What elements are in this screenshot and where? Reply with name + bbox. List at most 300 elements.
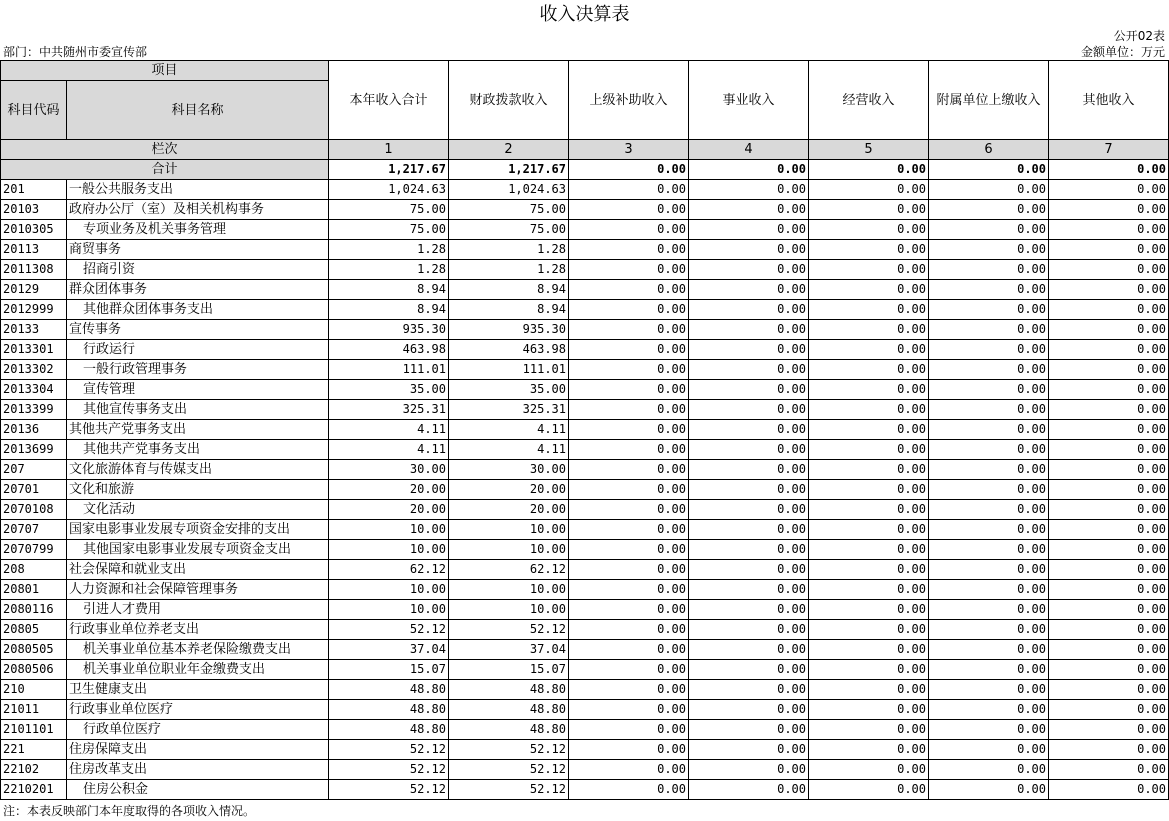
amount-col-2: 48.80 [449, 680, 569, 700]
amount-col-2: 10.00 [449, 520, 569, 540]
amount-col-1: 52.12 [329, 740, 449, 760]
amount-col-1: 75.00 [329, 220, 449, 240]
page-title: 收入决算表 [539, 4, 630, 25]
subject-name: 一般行政管理事务 [67, 360, 329, 380]
subject-name: 宣传事务 [67, 320, 329, 340]
amount-col-3: 0.00 [569, 300, 689, 320]
amount-col-5: 0.00 [809, 620, 929, 640]
amount-col-5: 0.00 [809, 780, 929, 800]
amount-col-2: 75.00 [449, 220, 569, 240]
table-row [1, 640, 1169, 660]
subject-name: 卫生健康支出 [67, 680, 329, 700]
amount-col-5: 0.00 [809, 220, 929, 240]
header-item: 项目 [1, 61, 329, 81]
amount-col-3: 0.00 [569, 380, 689, 400]
amount-col-1: 20.00 [329, 480, 449, 500]
amount-col-3: 0.00 [569, 500, 689, 520]
header-col-4: 事业收入 [689, 61, 809, 140]
subject-code: 2080505 [1, 640, 67, 660]
amount-col-2: 1.28 [449, 240, 569, 260]
amount-col-1: 20.00 [329, 500, 449, 520]
amount-col-5: 0.00 [809, 320, 929, 340]
amount-col-3: 0.00 [569, 400, 689, 420]
amount-col-3: 0.00 [569, 420, 689, 440]
income-table [0, 60, 1169, 800]
table-row [1, 300, 1169, 320]
amount-col-4: 0.00 [689, 280, 809, 300]
amount-col-2: 463.98 [449, 340, 569, 360]
table-row [1, 200, 1169, 220]
amount-col-1: 4.11 [329, 440, 449, 460]
amount-col-3: 0.00 [569, 260, 689, 280]
subject-name: 其他共产党事务支出 [67, 420, 329, 440]
subject-name: 引进人才费用 [67, 600, 329, 620]
total-value-2: 1,217.67 [449, 160, 569, 180]
table-row [1, 400, 1169, 420]
amount-col-6: 0.00 [929, 500, 1049, 520]
subject-code: 207 [1, 460, 67, 480]
header-line-label: 栏次 [1, 140, 329, 160]
amount-col-5: 0.00 [809, 760, 929, 780]
subject-code: 20801 [1, 580, 67, 600]
amount-col-6: 0.00 [929, 400, 1049, 420]
amount-col-6: 0.00 [929, 380, 1049, 400]
total-value-6: 0.00 [929, 160, 1049, 180]
subject-name: 商贸事务 [67, 240, 329, 260]
table-row [1, 660, 1169, 680]
subject-code: 2070799 [1, 540, 67, 560]
amount-col-5: 0.00 [809, 360, 929, 380]
amount-col-6: 0.00 [929, 220, 1049, 240]
amount-col-3: 0.00 [569, 640, 689, 660]
header-col-7: 其他收入 [1049, 61, 1169, 140]
amount-col-2: 10.00 [449, 580, 569, 600]
table-row [1, 540, 1169, 560]
amount-col-1: 10.00 [329, 540, 449, 560]
subject-code: 2013302 [1, 360, 67, 380]
amount-col-7: 0.00 [1049, 200, 1169, 220]
amount-col-4: 0.00 [689, 640, 809, 660]
table-row [1, 740, 1169, 760]
amount-col-2: 48.80 [449, 720, 569, 740]
subject-name: 专项业务及机关事务管理 [67, 220, 329, 240]
amount-col-7: 0.00 [1049, 300, 1169, 320]
amount-col-6: 0.00 [929, 680, 1049, 700]
amount-col-1: 935.30 [329, 320, 449, 340]
amount-col-3: 0.00 [569, 520, 689, 540]
amount-col-3: 0.00 [569, 280, 689, 300]
subject-code: 20701 [1, 480, 67, 500]
amount-col-4: 0.00 [689, 260, 809, 280]
subject-code: 20103 [1, 200, 67, 220]
amount-col-5: 0.00 [809, 440, 929, 460]
subject-code: 208 [1, 560, 67, 580]
amount-col-7: 0.00 [1049, 640, 1169, 660]
table-row [1, 240, 1169, 260]
amount-col-5: 0.00 [809, 200, 929, 220]
subject-name: 机关事业单位职业年金缴费支出 [67, 660, 329, 680]
table-row [1, 520, 1169, 540]
amount-col-6: 0.00 [929, 780, 1049, 800]
amount-col-3: 0.00 [569, 560, 689, 580]
amount-col-4: 0.00 [689, 760, 809, 780]
amount-col-5: 0.00 [809, 660, 929, 680]
table-row [1, 500, 1169, 520]
amount-col-6: 0.00 [929, 620, 1049, 640]
amount-col-4: 0.00 [689, 220, 809, 240]
subject-name: 行政单位医疗 [67, 720, 329, 740]
meta-row-form [0, 28, 1169, 44]
amount-col-7: 0.00 [1049, 720, 1169, 740]
amount-col-1: 35.00 [329, 380, 449, 400]
subject-code: 2013301 [1, 340, 67, 360]
amount-col-1: 1,024.63 [329, 180, 449, 200]
amount-col-6: 0.00 [929, 300, 1049, 320]
amount-col-1: 52.12 [329, 760, 449, 780]
table-row [1, 320, 1169, 340]
table-row [1, 760, 1169, 780]
amount-col-7: 0.00 [1049, 500, 1169, 520]
amount-col-6: 0.00 [929, 660, 1049, 680]
header-code: 科目代码 [1, 81, 67, 140]
amount-col-1: 1.28 [329, 260, 449, 280]
table-row [1, 420, 1169, 440]
amount-col-3: 0.00 [569, 240, 689, 260]
subject-code: 20707 [1, 520, 67, 540]
amount-col-4: 0.00 [689, 440, 809, 460]
amount-col-2: 52.12 [449, 740, 569, 760]
amount-col-2: 52.12 [449, 620, 569, 640]
amount-col-7: 0.00 [1049, 460, 1169, 480]
amount-col-1: 15.07 [329, 660, 449, 680]
amount-col-1: 52.12 [329, 620, 449, 640]
amount-col-4: 0.00 [689, 520, 809, 540]
amount-col-7: 0.00 [1049, 580, 1169, 600]
amount-col-5: 0.00 [809, 600, 929, 620]
amount-col-7: 0.00 [1049, 320, 1169, 340]
amount-col-5: 0.00 [809, 240, 929, 260]
line-num-6: 6 [929, 140, 1049, 160]
amount-col-6: 0.00 [929, 260, 1049, 280]
amount-col-6: 0.00 [929, 280, 1049, 300]
subject-name: 文化和旅游 [67, 480, 329, 500]
subject-code: 201 [1, 180, 67, 200]
amount-col-7: 0.00 [1049, 540, 1169, 560]
table-row [1, 780, 1169, 800]
table-row [1, 340, 1169, 360]
total-value-1: 1,217.67 [329, 160, 449, 180]
amount-col-2: 325.31 [449, 400, 569, 420]
amount-col-3: 0.00 [569, 460, 689, 480]
amount-col-6: 0.00 [929, 340, 1049, 360]
amount-col-3: 0.00 [569, 580, 689, 600]
subject-code: 2210201 [1, 780, 67, 800]
amount-col-7: 0.00 [1049, 400, 1169, 420]
line-num-3: 3 [569, 140, 689, 160]
amount-col-7: 0.00 [1049, 760, 1169, 780]
amount-col-6: 0.00 [929, 240, 1049, 260]
amount-col-4: 0.00 [689, 320, 809, 340]
subject-code: 20805 [1, 620, 67, 640]
amount-col-5: 0.00 [809, 480, 929, 500]
amount-col-6: 0.00 [929, 360, 1049, 380]
subject-code: 20136 [1, 420, 67, 440]
line-num-7: 7 [1049, 140, 1169, 160]
amount-col-7: 0.00 [1049, 700, 1169, 720]
subject-name: 住房改革支出 [67, 760, 329, 780]
amount-col-1: 10.00 [329, 600, 449, 620]
amount-col-5: 0.00 [809, 280, 929, 300]
table-row [1, 580, 1169, 600]
header-col-5: 经营收入 [809, 61, 929, 140]
amount-col-1: 463.98 [329, 340, 449, 360]
amount-col-7: 0.00 [1049, 600, 1169, 620]
amount-col-1: 48.80 [329, 680, 449, 700]
subject-name: 住房公积金 [67, 780, 329, 800]
amount-col-7: 0.00 [1049, 240, 1169, 260]
amount-col-3: 0.00 [569, 440, 689, 460]
amount-col-3: 0.00 [569, 720, 689, 740]
subject-name: 一般公共服务支出 [67, 180, 329, 200]
subject-code: 2013399 [1, 400, 67, 420]
header-col-6: 附属单位上缴收入 [929, 61, 1049, 140]
subject-name: 社会保障和就业支出 [67, 560, 329, 580]
subject-code: 2010305 [1, 220, 67, 240]
subject-code: 22102 [1, 760, 67, 780]
amount-col-1: 30.00 [329, 460, 449, 480]
amount-col-4: 0.00 [689, 400, 809, 420]
amount-col-2: 10.00 [449, 600, 569, 620]
amount-col-5: 0.00 [809, 400, 929, 420]
amount-col-7: 0.00 [1049, 780, 1169, 800]
amount-col-4: 0.00 [689, 660, 809, 680]
amount-col-7: 0.00 [1049, 680, 1169, 700]
table-row [1, 440, 1169, 460]
amount-col-5: 0.00 [809, 520, 929, 540]
amount-col-6: 0.00 [929, 480, 1049, 500]
amount-col-1: 8.94 [329, 300, 449, 320]
amount-col-2: 15.07 [449, 660, 569, 680]
amount-col-4: 0.00 [689, 700, 809, 720]
table-row [1, 680, 1169, 700]
subject-name: 招商引资 [67, 260, 329, 280]
amount-col-3: 0.00 [569, 200, 689, 220]
amount-col-3: 0.00 [569, 600, 689, 620]
amount-col-1: 52.12 [329, 780, 449, 800]
header-col-1: 本年收入合计 [329, 61, 449, 140]
amount-col-5: 0.00 [809, 180, 929, 200]
amount-col-5: 0.00 [809, 460, 929, 480]
amount-col-1: 111.01 [329, 360, 449, 380]
amount-col-7: 0.00 [1049, 520, 1169, 540]
subject-name: 其他共产党事务支出 [67, 440, 329, 460]
subject-code: 20129 [1, 280, 67, 300]
subject-code: 20133 [1, 320, 67, 340]
amount-col-3: 0.00 [569, 360, 689, 380]
amount-col-5: 0.00 [809, 500, 929, 520]
subject-code: 210 [1, 680, 67, 700]
amount-col-1: 1.28 [329, 240, 449, 260]
amount-col-3: 0.00 [569, 700, 689, 720]
amount-col-4: 0.00 [689, 420, 809, 440]
amount-col-5: 0.00 [809, 420, 929, 440]
amount-col-7: 0.00 [1049, 340, 1169, 360]
amount-col-2: 8.94 [449, 280, 569, 300]
amount-col-4: 0.00 [689, 480, 809, 500]
amount-col-3: 0.00 [569, 480, 689, 500]
amount-col-4: 0.00 [689, 380, 809, 400]
amount-col-2: 1,024.63 [449, 180, 569, 200]
amount-col-4: 0.00 [689, 300, 809, 320]
subject-code: 221 [1, 740, 67, 760]
subject-code: 2011308 [1, 260, 67, 280]
amount-col-6: 0.00 [929, 440, 1049, 460]
amount-col-6: 0.00 [929, 760, 1049, 780]
amount-col-2: 1.28 [449, 260, 569, 280]
amount-col-1: 48.80 [329, 720, 449, 740]
amount-col-4: 0.00 [689, 240, 809, 260]
amount-col-6: 0.00 [929, 460, 1049, 480]
form-number: 公开02表 [1113, 29, 1165, 43]
amount-col-6: 0.00 [929, 720, 1049, 740]
amount-col-1: 325.31 [329, 400, 449, 420]
amount-col-5: 0.00 [809, 260, 929, 280]
subject-code: 2013304 [1, 380, 67, 400]
table-row [1, 560, 1169, 580]
table-row [1, 220, 1169, 240]
subject-code: 20113 [1, 240, 67, 260]
amount-col-7: 0.00 [1049, 440, 1169, 460]
amount-col-2: 52.12 [449, 780, 569, 800]
amount-col-2: 37.04 [449, 640, 569, 660]
amount-col-6: 0.00 [929, 320, 1049, 340]
amount-col-1: 37.04 [329, 640, 449, 660]
total-value-3: 0.00 [569, 160, 689, 180]
amount-col-7: 0.00 [1049, 180, 1169, 200]
subject-name: 群众团体事务 [67, 280, 329, 300]
footnote: 注：本表反映部门本年度取得的各项收入情况。 [3, 804, 256, 818]
amount-col-4: 0.00 [689, 360, 809, 380]
subject-name: 行政运行 [67, 340, 329, 360]
department-label: 部门：中共随州市委宣传部 [3, 45, 148, 59]
amount-col-7: 0.00 [1049, 380, 1169, 400]
amount-col-1: 48.80 [329, 700, 449, 720]
amount-col-5: 0.00 [809, 380, 929, 400]
amount-col-6: 0.00 [929, 740, 1049, 760]
subject-name: 住房保障支出 [67, 740, 329, 760]
amount-col-3: 0.00 [569, 760, 689, 780]
table-row [1, 700, 1169, 720]
amount-col-4: 0.00 [689, 720, 809, 740]
amount-col-2: 20.00 [449, 500, 569, 520]
total-value-5: 0.00 [809, 160, 929, 180]
amount-col-5: 0.00 [809, 540, 929, 560]
amount-col-5: 0.00 [809, 640, 929, 660]
amount-col-2: 52.12 [449, 760, 569, 780]
amount-col-4: 0.00 [689, 540, 809, 560]
subject-code: 2013699 [1, 440, 67, 460]
amount-col-2: 935.30 [449, 320, 569, 340]
subject-name: 行政事业单位养老支出 [67, 620, 329, 640]
amount-col-4: 0.00 [689, 460, 809, 480]
table-row [1, 600, 1169, 620]
table-row [1, 360, 1169, 380]
amount-col-4: 0.00 [689, 620, 809, 640]
amount-col-2: 4.11 [449, 420, 569, 440]
line-num-4: 4 [689, 140, 809, 160]
table-row [1, 480, 1169, 500]
amount-col-6: 0.00 [929, 640, 1049, 660]
subject-code: 2012999 [1, 300, 67, 320]
amount-col-5: 0.00 [809, 740, 929, 760]
table-row [1, 280, 1169, 300]
amount-col-2: 75.00 [449, 200, 569, 220]
amount-col-1: 8.94 [329, 280, 449, 300]
amount-col-7: 0.00 [1049, 360, 1169, 380]
amount-col-6: 0.00 [929, 180, 1049, 200]
amount-col-4: 0.00 [689, 740, 809, 760]
subject-code: 2101101 [1, 720, 67, 740]
amount-col-4: 0.00 [689, 680, 809, 700]
amount-col-2: 4.11 [449, 440, 569, 460]
table-row [1, 180, 1169, 200]
subject-name: 文化旅游体育与传媒支出 [67, 460, 329, 480]
amount-col-7: 0.00 [1049, 740, 1169, 760]
amount-col-3: 0.00 [569, 740, 689, 760]
subject-name: 宣传管理 [67, 380, 329, 400]
amount-col-7: 0.00 [1049, 260, 1169, 280]
amount-col-5: 0.00 [809, 680, 929, 700]
amount-col-6: 0.00 [929, 580, 1049, 600]
amount-col-2: 10.00 [449, 540, 569, 560]
amount-col-5: 0.00 [809, 580, 929, 600]
amount-col-3: 0.00 [569, 660, 689, 680]
amount-col-3: 0.00 [569, 780, 689, 800]
amount-col-3: 0.00 [569, 620, 689, 640]
amount-col-4: 0.00 [689, 600, 809, 620]
amount-col-2: 30.00 [449, 460, 569, 480]
total-value-4: 0.00 [689, 160, 809, 180]
amount-col-1: 4.11 [329, 420, 449, 440]
subject-code: 2070108 [1, 500, 67, 520]
amount-col-5: 0.00 [809, 700, 929, 720]
table-row [1, 720, 1169, 740]
amount-col-7: 0.00 [1049, 560, 1169, 580]
amount-col-4: 0.00 [689, 560, 809, 580]
amount-col-2: 48.80 [449, 700, 569, 720]
line-num-1: 1 [329, 140, 449, 160]
amount-col-6: 0.00 [929, 700, 1049, 720]
amount-col-4: 0.00 [689, 340, 809, 360]
amount-col-3: 0.00 [569, 180, 689, 200]
total-value-7: 0.00 [1049, 160, 1169, 180]
amount-col-5: 0.00 [809, 560, 929, 580]
amount-col-6: 0.00 [929, 540, 1049, 560]
amount-col-6: 0.00 [929, 200, 1049, 220]
amount-col-4: 0.00 [689, 200, 809, 220]
header-name: 科目名称 [67, 81, 329, 140]
subject-code: 2080506 [1, 660, 67, 680]
amount-col-2: 8.94 [449, 300, 569, 320]
amount-col-5: 0.00 [809, 720, 929, 740]
amount-col-3: 0.00 [569, 320, 689, 340]
amount-col-4: 0.00 [689, 500, 809, 520]
header-col-3: 上级补助收入 [569, 61, 689, 140]
table-row [1, 460, 1169, 480]
amount-col-6: 0.00 [929, 600, 1049, 620]
line-num-5: 5 [809, 140, 929, 160]
amount-col-7: 0.00 [1049, 280, 1169, 300]
